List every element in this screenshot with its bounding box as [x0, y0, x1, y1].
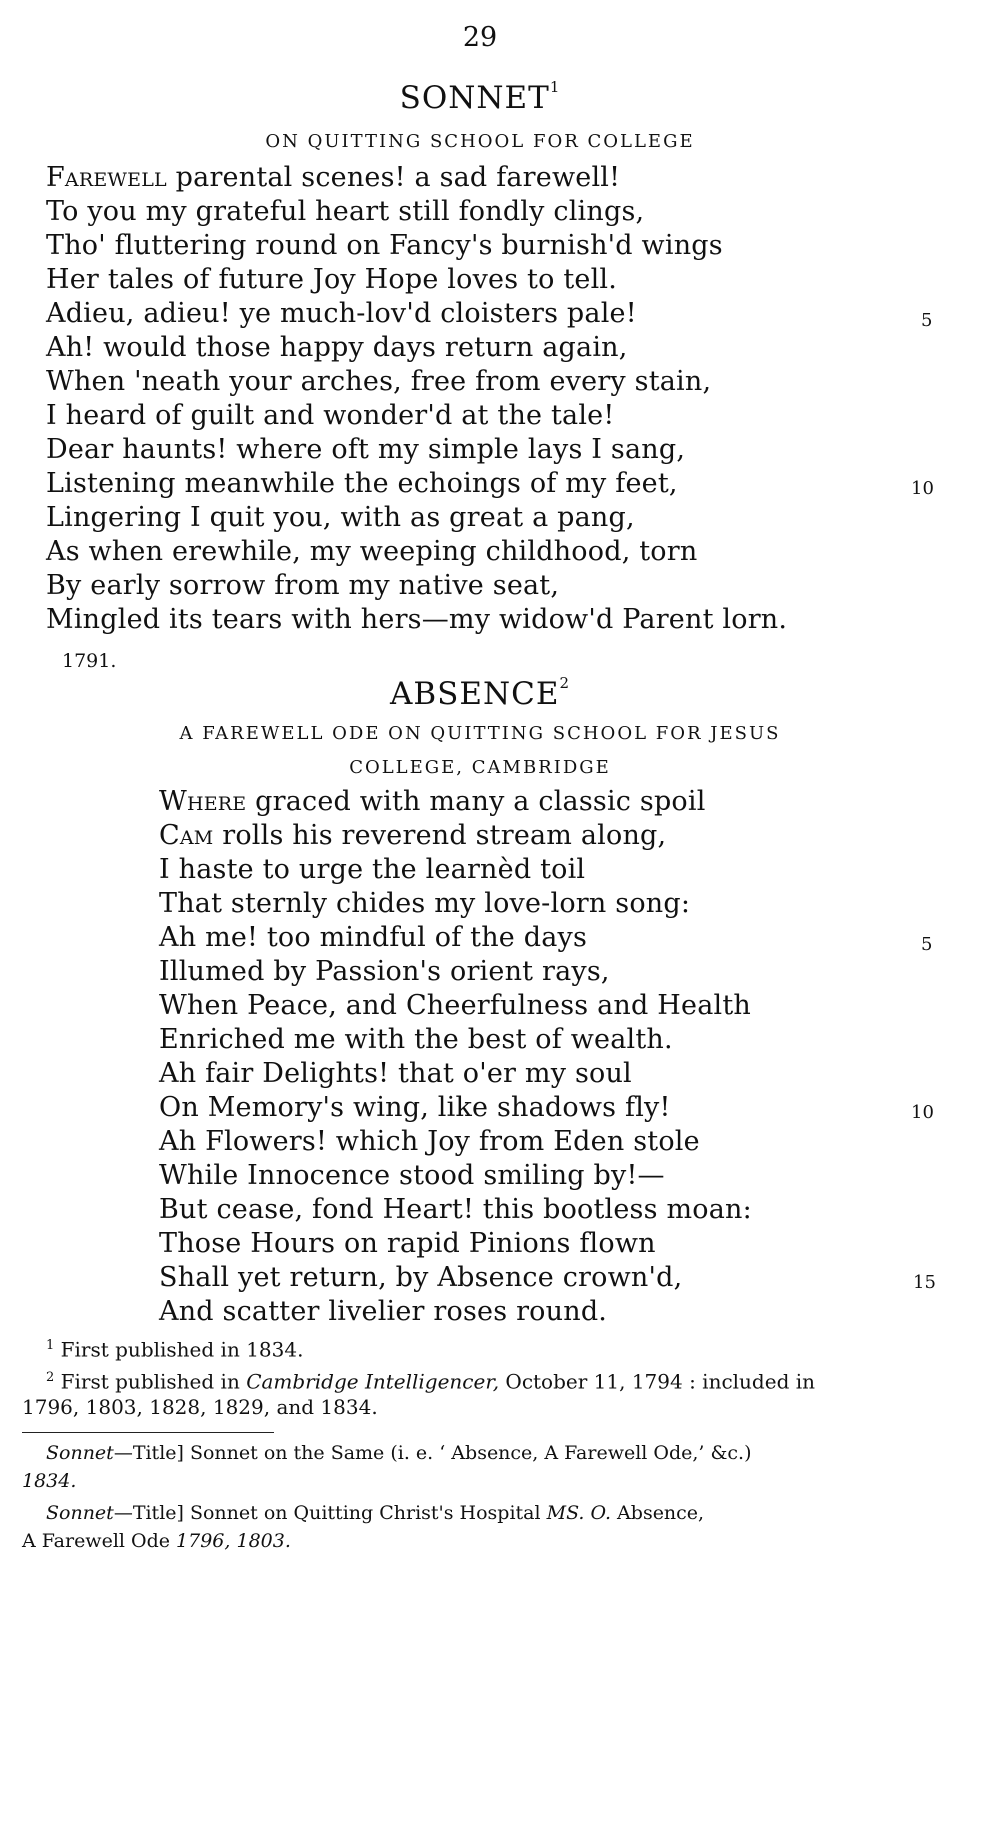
- sonnet-line-12: As when erewhile, my weeping childhood, torn: [46, 536, 698, 567]
- sonnet-line-10: Listening meanwhile the echoings of my feet,: [46, 468, 678, 499]
- variant-1-year: 1834.: [22, 1470, 77, 1492]
- sonnet-line-6: Ah! would those happy days return again,: [46, 332, 628, 363]
- absence-line-number: 15: [913, 1272, 936, 1293]
- footnote-2-journal: Cambridge Intelligencer,: [246, 1369, 500, 1394]
- variant-2-label: Sonnet: [46, 1502, 114, 1524]
- absence-line-16: And scatter livelier roses round.: [159, 1296, 608, 1327]
- absence-line-3: I haste to urge the learnèd toil: [159, 854, 586, 885]
- absence-line-14: Those Hours on rapid Pinions flown: [159, 1228, 656, 1259]
- sonnet-line-4: Her tales of future Joy Hope loves to tell.: [46, 264, 618, 295]
- sonnet-line-3: Tho' fluttering round on Fancy's burnish'd wings: [46, 230, 723, 261]
- footnote-1: $^1$ First published in 1834.: [46, 1337, 304, 1362]
- absence-line-7: When Peace, and Cheerfulness and Health: [159, 990, 751, 1021]
- absence-line-11: Ah Flowers! which Joy from Eden stole: [159, 1126, 700, 1157]
- absence-line-13: But cease, fond Heart! this bootless moan:: [159, 1194, 752, 1225]
- sonnet-line-8: I heard of guilt and wonder'd at the tale!: [46, 400, 615, 431]
- absence-title: [0, 676, 960, 712]
- absence-line-1: Where graced with many a classic spoil: [159, 786, 706, 817]
- variant-2-ms: MS. O.: [546, 1502, 612, 1524]
- variant-2-years: 1796, 1803.: [176, 1530, 291, 1552]
- sonnet-line-2: To you my grateful heart still fondly clings,: [46, 196, 645, 227]
- sonnet-line-14: Mingled its tears with hers—my widow'd Parent lorn.: [46, 604, 788, 635]
- absence-line-15: Shall yet return, by Absence crown'd,: [159, 1262, 683, 1293]
- absence-line-9: Ah fair Delights! that o'er my soul: [159, 1058, 632, 1089]
- absence-line-4: That sternly chides my love-lorn song:: [159, 888, 691, 919]
- variant-1: Sonnet—Title] Sonnet on the Same (i. e. ‘ Absence, A Farewell Ode,’ &c.): [46, 1442, 752, 1464]
- footnote-rule: [22, 1432, 274, 1433]
- sonnet-line-number: 5: [921, 310, 933, 331]
- sonnet-line-7: When 'neath your arches, free from every stain,: [46, 366, 712, 397]
- sonnet-title: [0, 80, 960, 116]
- sonnet-line-1: Farewell parental scenes! a sad farewell!: [46, 162, 621, 193]
- sonnet-note-mark: 1: [549, 78, 561, 96]
- sonnet-line-13: By early sorrow from my native seat,: [46, 570, 560, 601]
- absence-line-8: Enriched me with the best of wealth.: [159, 1024, 673, 1055]
- footnote-2-line-2: 1796, 1803, 1828, 1829, and 1834.: [22, 1395, 378, 1419]
- sonnet-first-word: Farewell: [46, 162, 167, 193]
- absence-line-2: Cam rolls his reverend stream along,: [159, 820, 667, 851]
- sonnet-title-text: SONNET: [399, 80, 550, 116]
- footnote-1-mark: 1: [46, 1338, 55, 1353]
- page-number: 29: [462, 22, 498, 53]
- sonnet-subtitle: ON QUITTING SCHOOL FOR COLLEGE: [265, 131, 695, 152]
- sonnet-date: 1791.: [62, 650, 117, 672]
- absence-line-12: While Innocence stood smiling by!—: [159, 1160, 665, 1191]
- absence-line-number: 5: [921, 934, 933, 955]
- variant-2-line-2: A Farewell Ode 1796, 1803.: [22, 1530, 291, 1552]
- sonnet-line-number: 10: [911, 478, 934, 499]
- footnote-2: $^2$ First published in Cambridge Intelligencer, October 11, 1794 : included in: [46, 1369, 815, 1394]
- absence-line-5: Ah me! too mindful of the days: [159, 922, 588, 953]
- sonnet-line-11: Lingering I quit you, with as great a pang,: [46, 502, 635, 533]
- absence-line-number: 10: [911, 1102, 934, 1123]
- footnote-2-mark: 2: [46, 1370, 55, 1385]
- absence-line-10: On Memory's wing, like shadows fly!: [159, 1092, 671, 1123]
- variant-2: Sonnet—Title] Sonnet on Quitting Christ's Hospital MS. O. Absence,: [46, 1502, 705, 1524]
- absence-title-text: ABSENCE: [389, 676, 560, 712]
- absence-second-word: Cam: [159, 820, 214, 851]
- sonnet-line-5: Adieu, adieu! ye much-lov'd cloisters pale!: [46, 298, 637, 329]
- absence-first-word: Where: [159, 786, 247, 817]
- variant-1-label: Sonnet: [46, 1442, 114, 1464]
- sonnet-line-9: Dear haunts! where oft my simple lays I sang,: [46, 434, 686, 465]
- absence-line-6: Illumed by Passion's orient rays,: [159, 956, 610, 987]
- absence-note-mark: 2: [559, 674, 571, 692]
- absence-subtitle-line-2: COLLEGE, CAMBRIDGE: [349, 757, 611, 778]
- absence-subtitle-line-1: A FAREWELL ODE ON QUITTING SCHOOL FOR JESUS: [179, 723, 781, 744]
